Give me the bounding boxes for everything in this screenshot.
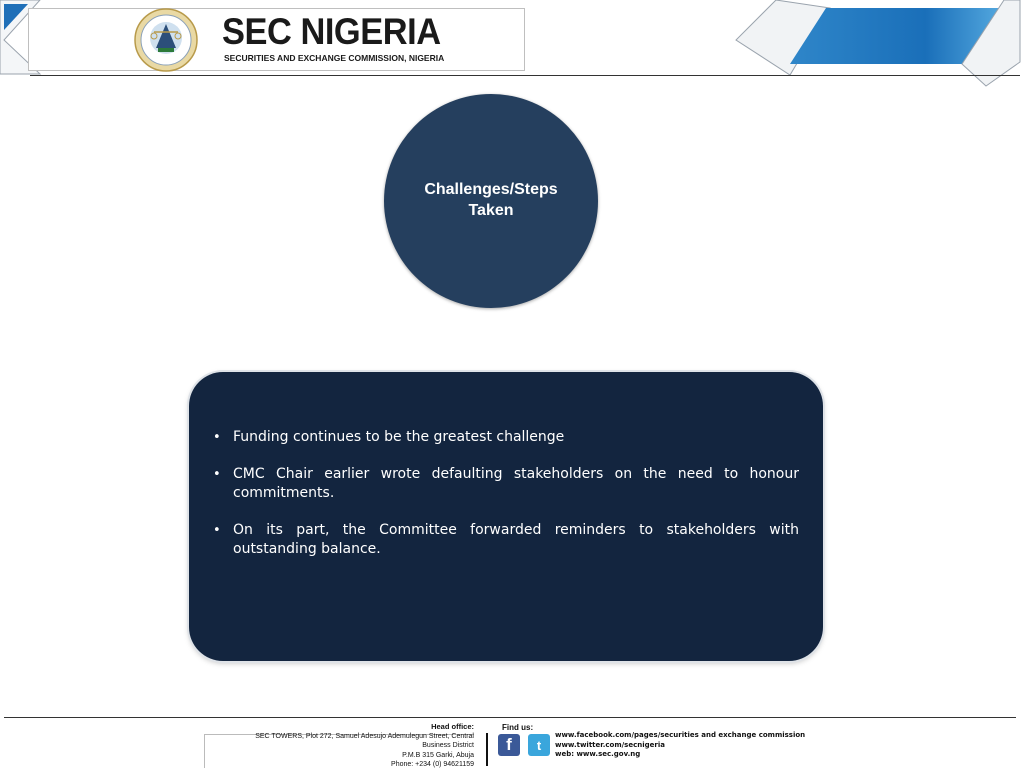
brand-subtitle: SECURITIES AND EXCHANGE COMMISSION, NIGERIA xyxy=(224,53,445,63)
bullet-text: On its part, the Committee forwarded reminders to stakeholders with outstanding balance. xyxy=(233,522,799,557)
bullet-marker: • xyxy=(213,430,221,445)
section-title: Challenges/Steps Taken xyxy=(424,181,558,219)
bullet-marker: • xyxy=(213,467,221,482)
bullet-text: Funding continues to be the greatest challenge xyxy=(233,429,565,445)
head-office-block xyxy=(255,722,474,770)
header-divider xyxy=(30,75,1020,76)
address-line: SEC TOWERS, Plot 272, Samuel Adesujo Ademulegun Street, Central xyxy=(255,732,474,740)
section-circle xyxy=(384,94,598,308)
twitter-link[interactable]: www.twitter.com/secnigeria xyxy=(555,740,665,749)
coat-of-arms-icon xyxy=(134,8,198,72)
brand-title: SEC NIGERIA xyxy=(222,11,441,52)
footer-frame-left xyxy=(204,734,205,768)
footer-vertical-divider xyxy=(486,733,488,766)
bullet-text: CMC Chair earlier wrote defaulting stakeholders on the need to honour commitments. xyxy=(233,466,799,501)
facebook-icon[interactable]: f xyxy=(498,734,520,756)
bullet-item xyxy=(211,428,799,447)
bullet-list xyxy=(211,428,799,577)
phone-line: Phone: +234 (0) 94621159 xyxy=(391,761,474,768)
bullet-item xyxy=(211,521,799,559)
facebook-link[interactable]: www.facebook.com/pages/securities and exchange commission xyxy=(555,731,806,739)
bullet-item xyxy=(211,465,799,503)
head-office-title: Head office: xyxy=(431,722,474,731)
content-panel xyxy=(189,372,823,661)
website-link[interactable]: web: www.sec.gov.ng xyxy=(555,750,641,758)
footer-divider xyxy=(4,717,1016,718)
social-links xyxy=(555,731,805,760)
twitter-icon[interactable]: t xyxy=(528,734,550,756)
bullet-marker: • xyxy=(213,523,221,538)
find-us-title: Find us: xyxy=(502,723,534,732)
address-line: Business District xyxy=(422,742,474,749)
address-line: P.M.B 315 Garki, Abuja xyxy=(402,751,474,759)
